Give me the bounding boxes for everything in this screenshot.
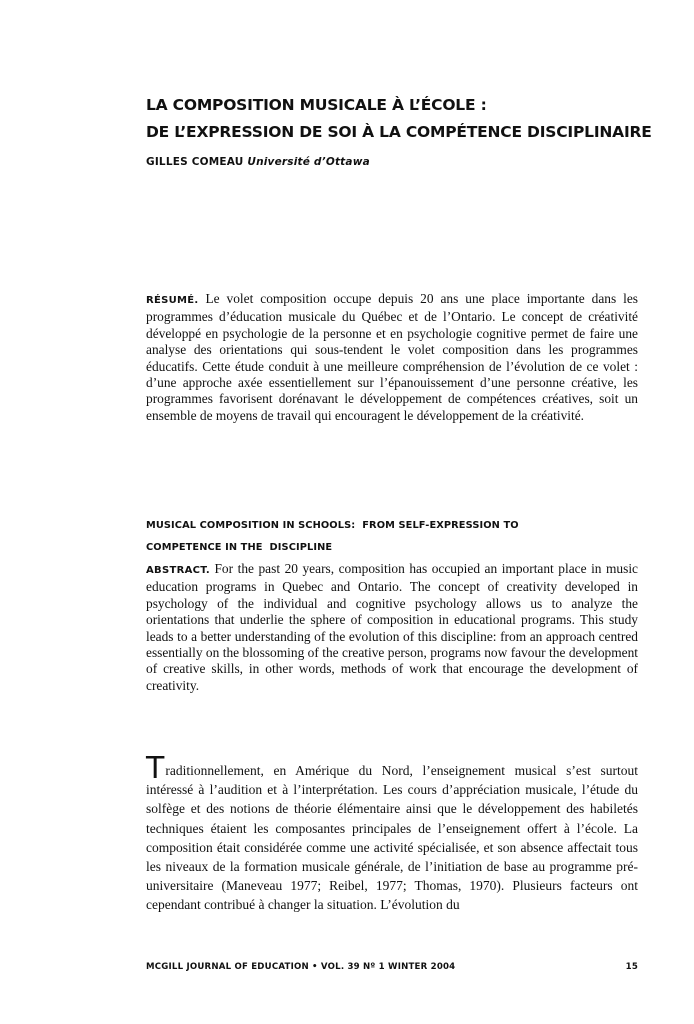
english-title-line-1: MUSICAL COMPOSITION IN SCHOOLS: FROM SELF-EXPRESSION TO [146, 520, 519, 531]
author-name: GILLES COMEAU [146, 156, 244, 168]
french-summary [146, 291, 638, 424]
author-line [146, 156, 616, 168]
resume-label: RÉSUMÉ. [146, 295, 199, 306]
resume-text: Le volet composition occupe depuis 20 ans une place importante dans les programmes d’éducation musicale du Québec et de l’Ontario. Le concept de créativité développé en psychologie de la personne et en psychologie cognitive permet de faire une analyse des orientations qui sous-tendent le volet composition dans les programmes éducatifs. Cette étude conduit à une meilleure compréhension de l’évolution de ce volet : d’une approche axée essentiellement sur l’épanouissement d’une personne créative, les programmes favorisent dorénavant le développement de compétences créatives, soit un ensemble de moyens de travail qui encouragent le développement de la créativité. [146, 291, 638, 423]
drop-cap: T [146, 751, 165, 786]
footer-journal-info: MCGILL JOURNAL OF EDUCATION • VOL. 39 Nº 1 WINTER 2004 [146, 962, 456, 972]
abstract-label: ABSTRACT. [146, 565, 210, 576]
english-title-line-2: COMPETENCE IN THE DISCIPLINE [146, 542, 333, 553]
author-affiliation: Université d’Ottawa [247, 156, 370, 168]
page-number: 15 [625, 962, 638, 972]
english-abstract [146, 561, 638, 694]
body-paragraph [146, 751, 638, 915]
body-paragraph-text: raditionnellement, en Amérique du Nord, l’enseignement musical s’est surtout intéressé à l’audition et à l’interprétation. Les cours d’appréciation musicale, l’étude du solfège et des notions de théorie élémentaire ainsi que le développement des habiletés techniques étaient les composantes principales de l’enseignement offert à l’école. La composition était considérée comme une activité spécialisée, et son absence affectait tous les niveaux de la formation musicale générale, de l’initiation de base au programme pré-universitaire (Maneveau 1977; Reibel, 1977; Thomas, 1970). Plusieurs facteurs ont cependant contribué à changer la situation. L’évolution du [146, 763, 638, 913]
article-title-line-2: DE L’EXPRESSION DE SOI À LA COMPÉTENCE DISCIPLINAIRE [146, 123, 652, 141]
article-header [146, 92, 652, 168]
page-footer [146, 962, 638, 972]
english-title [146, 515, 638, 559]
article-title-line-1: LA COMPOSITION MUSICALE À L’ÉCOLE : [146, 96, 487, 114]
abstract-text: For the past 20 years, composition has occupied an important place in music education programs in Quebec and Ontario. The concept of creativity developed in psychology of the individual and cognitive psychology allows us to analyze the orientations that underlie the sphere of composition in educational programs. This study leads to a better understanding of the evolution of this discipline: from an approach centred essentially on the blossoming of the creative person, programs now favour the development of creative skills, in other words, methods of work that encourage the development of creativity. [146, 561, 638, 693]
